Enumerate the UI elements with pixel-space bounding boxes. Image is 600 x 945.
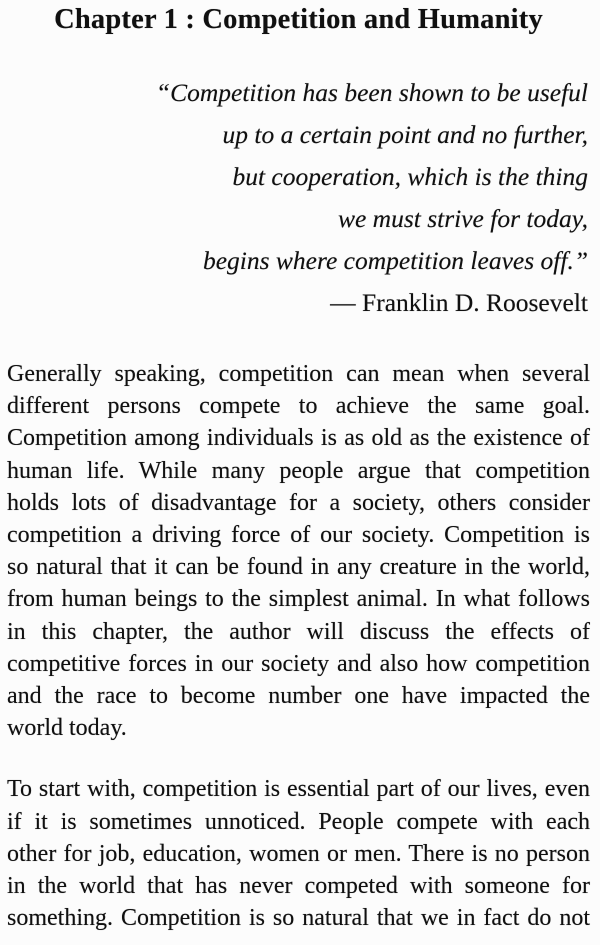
text-line: and the race to become number one have impacted the — [7, 683, 590, 710]
text-line: Competition among individuals is as old as the existence of — [7, 425, 590, 452]
text-line: To start with, competition is essential part of our lives, even — [7, 776, 590, 803]
text-line: other for job, education, women or men. There is no person — [7, 840, 590, 867]
text-line: something. Competition is so natural that we in fact do not — [7, 905, 590, 932]
quote-line: “Competition has been shown to be useful — [155, 78, 588, 107]
chapter-title: Chapter 1 : Competition and Humanity — [54, 4, 543, 35]
text-line: world today. — [7, 715, 127, 742]
text-line: so natural that it can be found in any creature in the world, — [7, 554, 590, 581]
quote-attribution: — Franklin D. Roosevelt — [330, 288, 588, 317]
quote-line: but cooperation, which is the thing — [232, 162, 588, 191]
text-line: human life. While many people argue that competition — [7, 457, 590, 484]
quote-line: we must strive for today, — [337, 204, 588, 233]
paragraph — [7, 358, 590, 744]
text-line: from human beings to the simplest animal. In what follows — [7, 586, 590, 613]
text-line: competition a driving force of our society. Competition is — [7, 522, 590, 549]
quote-block — [7, 72, 590, 324]
text-line: holds lots of disadvantage for a society, others consider — [7, 489, 590, 516]
paragraph — [7, 773, 590, 934]
body-text — [7, 358, 590, 934]
text-line: in the world that has never competed with someone for — [7, 873, 590, 900]
text-line: Generally speaking, competition can mean when several — [7, 361, 590, 387]
quote-line: up to a certain point and no further, — [222, 120, 588, 149]
text-line: in this chapter, the author will discuss the effects of — [7, 618, 590, 645]
text-line: competitive forces in our society and also how competition — [7, 650, 590, 677]
quote-line: begins where competition leaves off.” — [202, 246, 588, 275]
text-line: if it is sometimes unnoticed. People compete with each — [7, 808, 590, 835]
text-line: different persons compete to achieve the same goal. — [7, 393, 590, 420]
